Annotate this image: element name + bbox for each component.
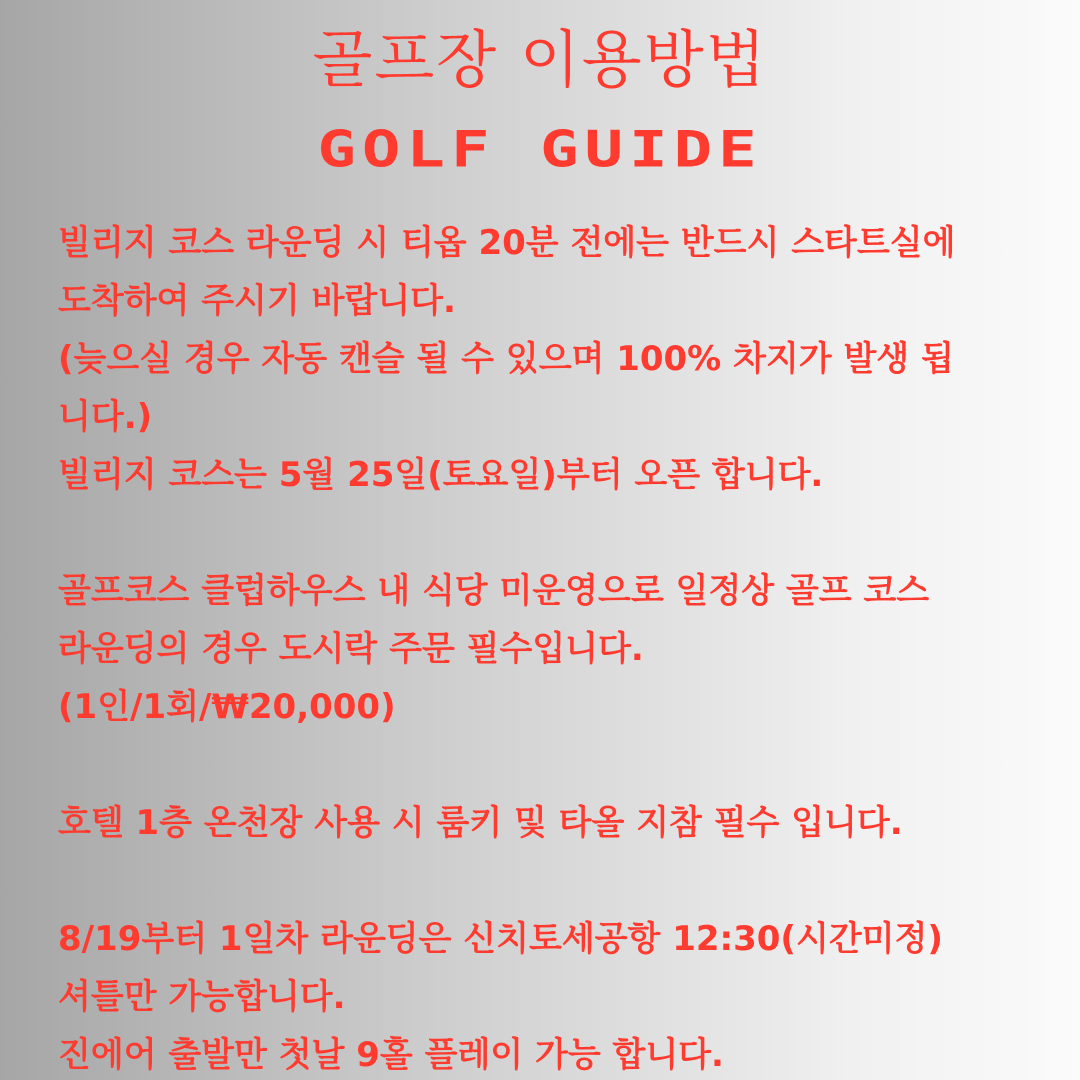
paragraph-gap	[58, 736, 1058, 794]
text-line-10: 8/19부터 1일차 라운딩은 신치토세공항 12:30(시간미정)	[58, 919, 943, 959]
english-title: GOLF GUIDE	[317, 121, 763, 179]
text-line-3: (늦으실 경우 자동 캔슬 될 수 있으며 100% 차지가 발생 됩	[58, 339, 954, 379]
text-line-9: 호텔 1층 온천장 사용 시 룸키 및 타올 지참 필수 입니다.	[58, 803, 903, 843]
korean-title: 골프장 이용방법	[312, 23, 768, 96]
text-line-7: 라운딩의 경우 도시락 주문 필수입니다.	[58, 629, 644, 669]
text-line-2: 도착하여 주시기 바랍니다.	[58, 281, 456, 321]
text-line-6: 골프코스 클럽하우스 내 식당 미운영으로 일정상 골프 코스	[58, 571, 930, 611]
text-line-1: 빌리지 코스 라운딩 시 티옵 20분 전에는 반드시 스타트실에	[58, 223, 956, 263]
text-line-12: 진에어 출발만 첫날 9홀 플레이 가능 합니다.	[58, 1035, 724, 1075]
text-line-5: 빌리지 코스는 5월 25일(토요일)부터 오픈 합니다.	[58, 455, 824, 495]
guide-text	[58, 214, 1058, 1080]
paragraph-gap	[58, 852, 1058, 910]
text-line-4: 니다.)	[58, 397, 153, 437]
text-line-11: 셔틀만 가능합니다.	[58, 977, 346, 1017]
paragraph-gap	[58, 504, 1058, 562]
text-line-8: (1인/1회/₩20,000)	[58, 687, 396, 727]
